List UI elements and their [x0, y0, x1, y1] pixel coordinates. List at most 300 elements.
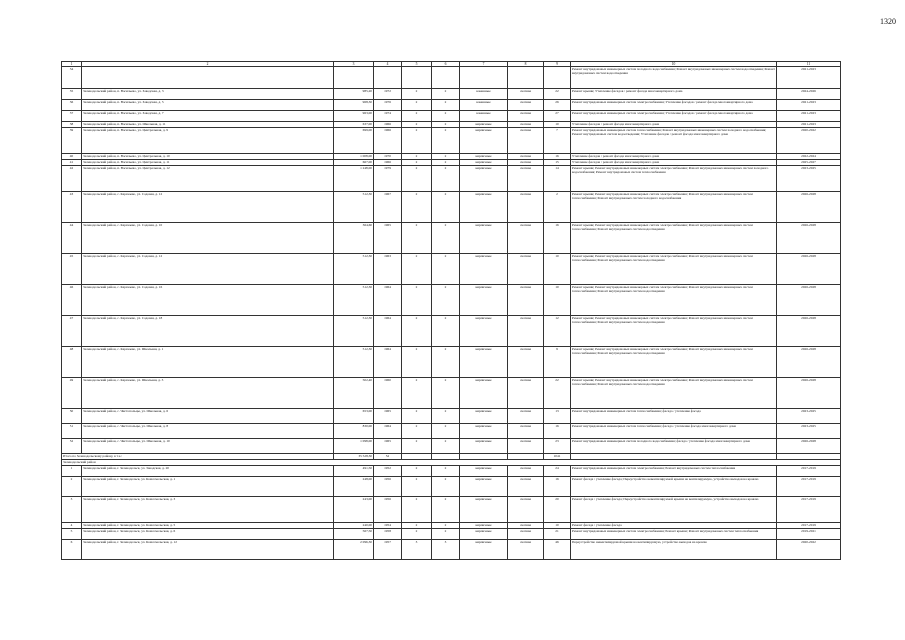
- roof-type-cell: скатная: [508, 100, 544, 111]
- wall-material-cell: кирпичные: [460, 466, 508, 477]
- row-number: 42: [62, 166, 82, 192]
- residents-cell: [544, 67, 571, 89]
- wall-material-cell: кирпичные: [460, 529, 508, 540]
- floors-cell: [402, 67, 432, 89]
- area-cell: 512,30: [334, 316, 374, 347]
- year-cell: 1966: [374, 160, 402, 166]
- roof-type-cell: скатная: [508, 285, 544, 316]
- row-number: 40: [62, 154, 82, 160]
- floors-cell: 2: [402, 100, 432, 111]
- floors-cell: 2: [402, 424, 432, 439]
- table-row: [62, 89, 841, 100]
- table-row: [62, 316, 841, 347]
- year-cell: 1965: [374, 223, 402, 254]
- column-number: 7: [460, 62, 508, 67]
- row-number: 44: [62, 223, 82, 254]
- works-cell: Ремонт внутридомовых инженерных систем холодного водоснабжения; фасада / утепление фасада многоквартирного дома: [571, 439, 777, 454]
- floors-cell: 2: [402, 466, 432, 477]
- works-cell: Ремонт внутридомовых инженерных систем теплоснабжения; Ремонт внутридомовых инженерных систем холодного водоснабжения; Ремонт внутридомовых систем водоотведения; Утепление фасадов / ремонт фасада многоквартирного дома: [571, 128, 777, 154]
- entrances-cell: 2: [432, 409, 460, 424]
- period-cell: 2024-2026: [777, 89, 841, 100]
- entrances-cell: [432, 67, 460, 89]
- floors-cell: 2: [402, 409, 432, 424]
- page-number: 1320: [880, 17, 896, 26]
- entrances-cell: 2: [432, 347, 460, 378]
- period-cell: 2021-2023: [777, 67, 841, 89]
- area-cell: 1 248,00: [334, 166, 374, 192]
- address-cell: Зеленодольский район, п. Васильево, ул. Центральная, д. 11: [82, 160, 334, 166]
- works-cell: Утепление фасадов / ремонт фасада многоквартирного дома: [571, 160, 777, 166]
- entrances-cell: 2: [432, 497, 460, 523]
- address-cell: Зеленодольский район, г. Зеленодольск, ул. Комсомольская, д. 12: [82, 540, 334, 560]
- period-cell: 2025-2027: [777, 160, 841, 166]
- roof-type-cell: скатная: [508, 89, 544, 100]
- address-cell: Зеленодольский район, г. Зеленодольск, ул. Комсомольская, д. 1: [82, 477, 334, 497]
- residents-cell: 10: [544, 122, 571, 128]
- area-cell: 364,60: [334, 223, 374, 254]
- entrances-cell: 2: [432, 466, 460, 477]
- wall-material-cell: кирпичные: [460, 347, 508, 378]
- row-number: 52: [62, 439, 82, 454]
- register-table: [61, 61, 841, 560]
- entrances-cell: 2: [432, 477, 460, 497]
- table-row: [62, 100, 841, 111]
- residents-cell: 16: [544, 477, 571, 497]
- column-number: 8: [508, 62, 544, 67]
- year-cell: 1952: [374, 466, 402, 477]
- table-row: [62, 111, 841, 122]
- table-row: [62, 67, 841, 89]
- year-cell: 1956: [374, 497, 402, 523]
- table-row: [62, 223, 841, 254]
- period-cell: 2017-2019: [777, 477, 841, 497]
- roof-type-cell: скатная: [508, 347, 544, 378]
- floors-cell: 2: [402, 160, 432, 166]
- works-cell: Ремонт крыши; Ремонт внутридомовых инженерных систем электроснабжения; Ремонт внутридомовых инженерных систем теплоснабжения; Ремонт внутридомовых систем водоотведения: [571, 254, 777, 285]
- entrances-cell: 2: [432, 424, 460, 439]
- table-row: [62, 254, 841, 285]
- year-cell: 1974: [374, 111, 402, 122]
- area-cell: 567,50: [334, 529, 374, 540]
- year-cell: 1964: [374, 347, 402, 378]
- area-cell: 667,00: [334, 160, 374, 166]
- entrances-cell: 2: [432, 154, 460, 160]
- floors-cell: 2: [402, 192, 432, 223]
- address-cell: Зеленодольский район, с. Чистопольцы, ул. Школьная, д. 8: [82, 424, 334, 439]
- residents-cell: 20: [544, 497, 571, 523]
- year-cell: 1976: [374, 100, 402, 111]
- wall-material-cell: кирпичные: [460, 166, 508, 192]
- row-number: 46: [62, 285, 82, 316]
- address-cell: Зеленодольский район, п. Васильево, ул. Центральная, д. 10: [82, 154, 334, 160]
- roof-type-cell: скатная: [508, 540, 544, 560]
- works-cell: Ремонт внутридомовых инженерных систем электроснабжения; Ремонт крыши; Ремонт внутридомовых систем теплоснабжения: [571, 529, 777, 540]
- works-cell: Ремонт крыши; Утепление фасадов / ремонт фасада многоквартирного дома: [571, 89, 777, 100]
- area-cell: 637,00: [334, 122, 374, 128]
- works-cell: Ремонт внутридомовых инженерных систем электроснабжения; Ремонт внутридомовых систем теплоснабжения: [571, 466, 777, 477]
- floors-cell: 3: [402, 540, 432, 560]
- floors-cell: 2: [402, 111, 432, 122]
- roof-type-cell: скатная: [508, 166, 544, 192]
- wall-material-cell: каменные: [460, 100, 508, 111]
- column-number: 4: [374, 62, 402, 67]
- works-cell: Ремонт внутридомовых инженерных систем холодного водоснабжения; Ремонт внутридомовых инженерных систем водоотведения; Ремонт внутридомовых систем водоотведения: [571, 67, 777, 89]
- area-cell: 243,00: [334, 497, 374, 523]
- roof-type-cell: скатная: [508, 409, 544, 424]
- section-title: Зеленодольский район: [62, 460, 841, 466]
- residents-cell: 15: [544, 160, 571, 166]
- address-cell: Зеленодольский район, с. Карачаево, ул. Школьная, д. 3: [82, 378, 334, 409]
- works-cell: Ремонт внутридомовых инженерных систем электроснабжения; Утепление фасадов / ремонт фасада многоквартирного дома: [571, 100, 777, 111]
- area-cell: 512,30: [334, 285, 374, 316]
- address-cell: Зеленодольский район, с. Карачаево, ул. Садовая, д. 16: [82, 285, 334, 316]
- residents-cell: 10: [544, 254, 571, 285]
- residents-cell: 9: [544, 347, 571, 378]
- works-cell: Ремонт внутридомовых инженерных систем теплоснабжения; фасада / утепление фасада: [571, 409, 777, 424]
- area-cell: 653,00: [334, 409, 374, 424]
- residents-cell: 23: [544, 439, 571, 454]
- address-cell: Зеленодольский район, г. Зеленодольск, ул. Комсомольская, д. 6: [82, 529, 334, 540]
- floors-cell: 2: [402, 439, 432, 454]
- area-cell: 830,00: [334, 424, 374, 439]
- year-cell: 1965: [374, 409, 402, 424]
- works-cell: Ремонт крыши; Ремонт внутридомовых инженерных систем электроснабжения; Ремонт внутридомовых инженерных систем теплоснабжения; Ремонт внутридомовых систем водоотведения: [571, 347, 777, 378]
- floors-cell: 2: [402, 316, 432, 347]
- residents-cell: 46: [544, 540, 571, 560]
- entrances-cell: 2: [432, 378, 460, 409]
- year-cell: 1967: [374, 192, 402, 223]
- residents-cell: 27: [544, 111, 571, 122]
- row-number: 6: [62, 540, 82, 560]
- residents-cell: 13: [544, 409, 571, 424]
- wall-material-cell: кирпичные: [460, 409, 508, 424]
- year-cell: 1954: [374, 523, 402, 529]
- year-cell: 1965: [374, 439, 402, 454]
- area-cell: 240,00: [334, 523, 374, 529]
- row-number: 50: [62, 409, 82, 424]
- total-label: Итого по Зеленодольскому району, в т.ч.:: [62, 454, 334, 460]
- total-floors: 52: [374, 454, 402, 460]
- floors-cell: 2: [402, 523, 432, 529]
- floors-cell: 2: [402, 347, 432, 378]
- row-number: 38: [62, 122, 82, 128]
- entrances-cell: 2: [432, 111, 460, 122]
- row-number: 51: [62, 424, 82, 439]
- entrances-cell: 2: [432, 128, 460, 154]
- year-cell: 1966: [374, 122, 402, 128]
- floors-cell: 2: [402, 497, 432, 523]
- period-cell: 2021-2023: [777, 111, 841, 122]
- works-cell: Ремонт крыши; Ремонт внутридомовых инженерных систем электроснабжения; Ремонт внутридомовых инженерных систем холодного водоснабжения; Ремонт внутридомовых систем теплоснабжения: [571, 166, 777, 192]
- row-number: 39: [62, 128, 82, 154]
- column-number: 9: [544, 62, 571, 67]
- address-cell: Зеленодольский район, п. Васильево, ул. Заводская, д. 5: [82, 100, 334, 111]
- area-cell: 699,00: [334, 128, 374, 154]
- entrances-cell: 2: [432, 316, 460, 347]
- total-residents: 1041: [544, 454, 571, 460]
- floors-cell: 2: [402, 378, 432, 409]
- entrances-cell: 2: [432, 285, 460, 316]
- residents-cell: 7: [544, 128, 571, 154]
- works-cell: Ремонт крыши; Ремонт внутридомовых инженерных систем электроснабжения; Ремонт внутридомовых инженерных систем теплоснабжения; Ремонт внутридомовых систем холодного водоснабжения: [571, 192, 777, 223]
- entrances-cell: 2: [432, 529, 460, 540]
- period-cell: 2023-2025: [777, 424, 841, 439]
- entrances-cell: 3: [432, 540, 460, 560]
- area-cell: 512,30: [334, 254, 374, 285]
- area-cell: 502,40: [334, 378, 374, 409]
- row-number: 37: [62, 111, 82, 122]
- row-number: 34: [62, 67, 82, 89]
- wall-material-cell: кирпичные: [460, 540, 508, 560]
- column-number: 6: [432, 62, 460, 67]
- wall-material-cell: кирпичные: [460, 477, 508, 497]
- residents-cell: 21: [544, 529, 571, 540]
- floors-cell: 2: [402, 254, 432, 285]
- works-cell: Ремонт крыши; Ремонт внутридомовых инженерных систем электроснабжения; Ремонт внутридомовых инженерных систем теплоснабжения; Ремонт внутридомовых систем водоотведения: [571, 223, 777, 254]
- area-cell: 512,30: [334, 347, 374, 378]
- row-number: 48: [62, 347, 82, 378]
- residents-cell: 26: [544, 100, 571, 111]
- entrances-cell: 2: [432, 223, 460, 254]
- address-cell: Зеленодольский район, с. Карачаево, ул. Садовая, д. 12: [82, 192, 334, 223]
- wall-material-cell: кирпичные: [460, 223, 508, 254]
- address-cell: Зеленодольский район, г. Зеленодольск, ул. Комсомольская, д. 3: [82, 497, 334, 523]
- period-cell: 2026-2028: [777, 347, 841, 378]
- row-number: 4: [62, 523, 82, 529]
- roof-type-cell: скатная: [508, 523, 544, 529]
- year-cell: 1966: [374, 128, 402, 154]
- works-cell: Ремонт фасада / утепление фасада; Переустройство невентилируемой крыши на вентилируемую, устройство выходов на кровлю: [571, 477, 777, 497]
- row-number: 43: [62, 192, 82, 223]
- entrances-cell: 2: [432, 523, 460, 529]
- year-cell: 1964: [374, 285, 402, 316]
- row-number: 35: [62, 89, 82, 100]
- residents-cell: 16: [544, 424, 571, 439]
- wall-material-cell: кирпичные: [460, 285, 508, 316]
- period-cell: 2017-2019: [777, 497, 841, 523]
- roof-type-cell: скатная: [508, 128, 544, 154]
- period-cell: 2017-2019: [777, 523, 841, 529]
- works-cell: Ремонт крыши; Ремонт внутридомовых инженерных систем электроснабжения; Ремонт внутридомовых инженерных систем теплоснабжения; Ремонт внутридомовых систем водоотведения: [571, 285, 777, 316]
- roof-type-cell: скатная: [508, 316, 544, 347]
- residents-cell: 16: [544, 154, 571, 160]
- floors-cell: 2: [402, 122, 432, 128]
- works-cell: Ремонт внутридомовых инженерных систем теплоснабжения; фасада / утепление фасада многоквартирного дома: [571, 424, 777, 439]
- address-cell: Зеленодольский район, г. Зеленодольск, ул. Комсомольская, д. 5: [82, 523, 334, 529]
- table-row: [62, 477, 841, 497]
- wall-material-cell: кирпичные: [460, 154, 508, 160]
- row-number: 36: [62, 100, 82, 111]
- row-number: 49: [62, 378, 82, 409]
- residents-cell: 2: [544, 192, 571, 223]
- works-cell: Ремонт крыши; Ремонт внутридомовых инженерных систем электроснабжения; Ремонт внутридомовых инженерных систем теплоснабжения; Ремонт внутридомовых систем водоотведения: [571, 316, 777, 347]
- address-cell: Зеленодольский район, г. Зеленодольск, ул. Заводская, д. 20: [82, 466, 334, 477]
- roof-type-cell: скатная: [508, 160, 544, 166]
- wall-material-cell: кирпичные: [460, 254, 508, 285]
- residents-cell: 14: [544, 166, 571, 192]
- roof-type-cell: скатная: [508, 154, 544, 160]
- year-cell: 1970: [374, 154, 402, 160]
- works-cell: Ремонт внутридомовых инженерных систем электроснабжения; Утепление фасадов / ремонт фасада многоквартирного дома: [571, 111, 777, 122]
- area-cell: 2 096,30: [334, 540, 374, 560]
- table-row: [62, 192, 841, 223]
- residents-cell: 24: [544, 466, 571, 477]
- works-cell: Переустройство невентилируемой крыши на вентилируемую, устройство выходов на кровлю: [571, 540, 777, 560]
- year-cell: 1964: [374, 424, 402, 439]
- wall-material-cell: кирпичные: [460, 192, 508, 223]
- table-row: [62, 347, 841, 378]
- table-row: [62, 439, 841, 454]
- works-cell: Утепление фасадов / ремонт фасада многоквартирного дома: [571, 122, 777, 128]
- roof-type-cell: скатная: [508, 497, 544, 523]
- floors-cell: 2: [402, 285, 432, 316]
- table-row: [62, 424, 841, 439]
- period-cell: 2021-2023: [777, 122, 841, 128]
- address-cell: Зеленодольский район, с. Карачаево, ул. Садовая, д. 12: [82, 254, 334, 285]
- row-number: 47: [62, 316, 82, 347]
- wall-material-cell: кирпичные: [460, 523, 508, 529]
- column-number: 3: [334, 62, 374, 67]
- period-cell: 2026-2028: [777, 316, 841, 347]
- area-cell: 512,30: [334, 192, 374, 223]
- floors-cell: 2: [402, 89, 432, 100]
- period-cell: 2022-2024: [777, 154, 841, 160]
- floors-cell: 2: [402, 154, 432, 160]
- total-area: 35 528,30: [334, 454, 374, 460]
- wall-material-cell: кирпичные: [460, 122, 508, 128]
- table-row: [62, 166, 841, 192]
- table-row: [62, 540, 841, 560]
- period-cell: 2020-2022: [777, 540, 841, 560]
- wall-material-cell: кирпичные: [460, 497, 508, 523]
- address-cell: Зеленодольский район, п. Васильево, ул. Заводская, д. 3: [82, 89, 334, 100]
- register-table-sheet: [61, 61, 840, 560]
- residents-cell: 16: [544, 223, 571, 254]
- wall-material-cell: кирпичные: [460, 128, 508, 154]
- column-number: 10: [571, 62, 777, 67]
- roof-type-cell: скатная: [508, 477, 544, 497]
- year-cell: 1979: [374, 166, 402, 192]
- year-cell: 1956: [374, 477, 402, 497]
- row-number: 2: [62, 477, 82, 497]
- residents-cell: 12: [544, 316, 571, 347]
- wall-material-cell: кирпичные: [460, 424, 508, 439]
- address-cell: Зеленодольский район, п. Васильево, ул. Школьная, д. 11: [82, 122, 334, 128]
- row-number: 41: [62, 160, 82, 166]
- wall-material-cell: кирпичные: [460, 316, 508, 347]
- residents-cell: 10: [544, 523, 571, 529]
- roof-type-cell: скатная: [508, 192, 544, 223]
- column-number: 1: [62, 62, 82, 67]
- table-row: [62, 285, 841, 316]
- roof-type-cell: скатная: [508, 378, 544, 409]
- period-cell: 2026-2028: [777, 254, 841, 285]
- year-cell: 1963: [374, 254, 402, 285]
- period-cell: 2026-2028: [777, 285, 841, 316]
- period-cell: 2023-2025: [777, 409, 841, 424]
- wall-material-cell: [460, 67, 508, 89]
- address-cell: Зеленодольский район, п. Васильево, ул. Центральная, д. 9: [82, 128, 334, 154]
- year-cell: 1972: [374, 89, 402, 100]
- floors-cell: 2: [402, 477, 432, 497]
- floors-cell: 2: [402, 529, 432, 540]
- row-number: 45: [62, 254, 82, 285]
- period-cell: 2026-2028: [777, 378, 841, 409]
- period-cell: 2026-2028: [777, 439, 841, 454]
- area-cell: [334, 67, 374, 89]
- area-cell: 248,00: [334, 477, 374, 497]
- entrances-cell: 2: [432, 192, 460, 223]
- residents-cell: 10: [544, 285, 571, 316]
- roof-type-cell: скатная: [508, 529, 544, 540]
- entrances-cell: 2: [432, 160, 460, 166]
- table-row: [62, 128, 841, 154]
- entrances-cell: 2: [432, 122, 460, 128]
- year-cell: 1960: [374, 378, 402, 409]
- entrances-cell: 2: [432, 89, 460, 100]
- works-cell: Ремонт фасада / утепление фасада: [571, 523, 777, 529]
- floors-cell: 2: [402, 128, 432, 154]
- roof-type-cell: скатная: [508, 254, 544, 285]
- wall-material-cell: кирпичные: [460, 439, 508, 454]
- roof-type-cell: скатная: [508, 439, 544, 454]
- row-number: 1: [62, 466, 82, 477]
- period-cell: 2023-2025: [777, 166, 841, 192]
- entrances-cell: 2: [432, 166, 460, 192]
- period-cell: 2021-2023: [777, 100, 841, 111]
- column-number: 2: [82, 62, 334, 67]
- entrances-cell: 2: [432, 439, 460, 454]
- area-cell: 968,30: [334, 100, 374, 111]
- row-number: 5: [62, 529, 82, 540]
- area-cell: 963,00: [334, 111, 374, 122]
- wall-material-cell: кирпичные: [460, 160, 508, 166]
- works-cell: Утепление фасадов / ремонт фасада многоквартирного дома: [571, 154, 777, 160]
- address-cell: Зеленодольский район, с. Карачаево, ул. Садовая, д. 10: [82, 223, 334, 254]
- address-cell: Зеленодольский район, п. Васильево, ул. Центральная, д. 12: [82, 166, 334, 192]
- year-cell: 1958: [374, 529, 402, 540]
- wall-material-cell: кирпичные: [460, 378, 508, 409]
- area-cell: 1 008,00: [334, 154, 374, 160]
- address-cell: Зеленодольский район, п. Васильево, ул. Заводская, д. 7: [82, 111, 334, 122]
- floors-cell: 2: [402, 166, 432, 192]
- row-number: 3: [62, 497, 82, 523]
- period-cell: 2019-2021: [777, 529, 841, 540]
- wall-material-cell: каменные: [460, 89, 508, 100]
- roof-type-cell: скатная: [508, 111, 544, 122]
- residents-cell: 22: [544, 378, 571, 409]
- address-cell: [82, 67, 334, 89]
- entrances-cell: 2: [432, 100, 460, 111]
- address-cell: Зеленодольский район, с. Карачаево, ул. Садовая, д. 18: [82, 316, 334, 347]
- roof-type-cell: скатная: [508, 466, 544, 477]
- entrances-cell: 2: [432, 254, 460, 285]
- residents-cell: 22: [544, 89, 571, 100]
- period-cell: 2020-2022: [777, 128, 841, 154]
- table-row: [62, 409, 841, 424]
- roof-type-cell: скатная: [508, 424, 544, 439]
- year-cell: 1964: [374, 316, 402, 347]
- wall-material-cell: каменные: [460, 111, 508, 122]
- table-row: [62, 466, 841, 477]
- address-cell: Зеленодольский район, с. Карачаево, ул. Школьная, д. 1: [82, 347, 334, 378]
- area-cell: 491,50: [334, 466, 374, 477]
- floors-cell: 2: [402, 223, 432, 254]
- period-cell: 2017-2019: [777, 466, 841, 477]
- works-cell: Ремонт крыши; Ремонт внутридомовых инженерных систем электроснабжения; Ремонт внутридомовых инженерных систем теплоснабжения; Ремонт внутридомовых систем водоотведения: [571, 378, 777, 409]
- address-cell: Зеленодольский район, с. Чистопольцы, ул. Школьная, д. 10: [82, 439, 334, 454]
- column-number: 11: [777, 62, 841, 67]
